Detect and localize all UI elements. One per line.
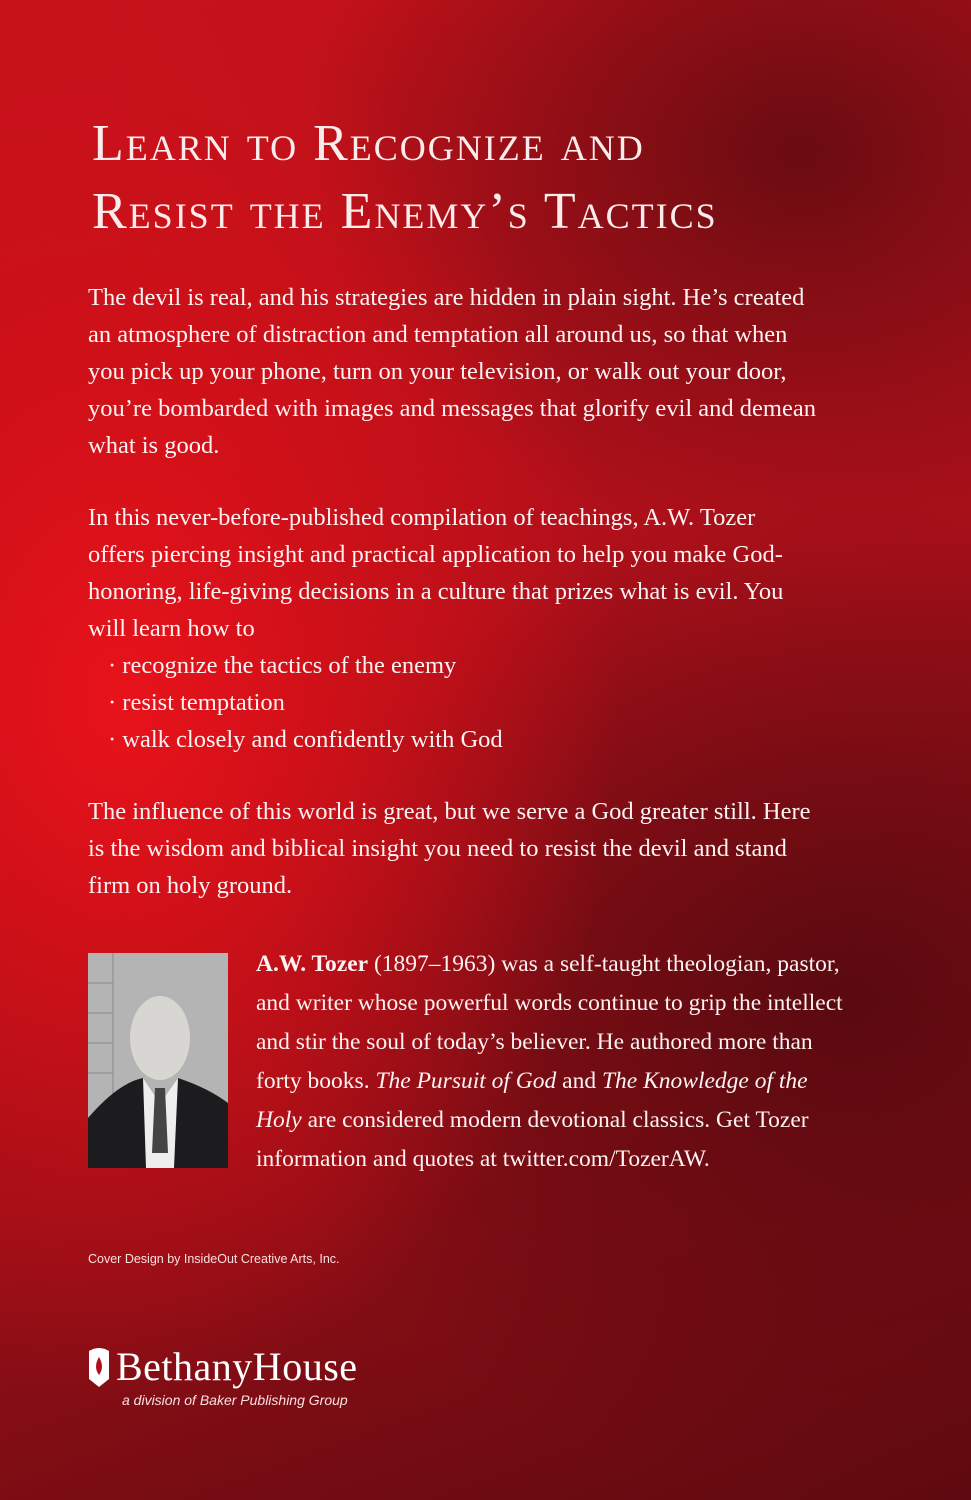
headline-line: Resist the Enemy’s Tactics — [92, 183, 718, 240]
bio-text: forty books. — [256, 1068, 376, 1094]
text-line: offers piercing insight and practical application to help you make God- — [88, 541, 783, 568]
author-portrait-icon — [88, 953, 228, 1168]
paragraph-intro — [88, 279, 816, 464]
author-photo — [88, 953, 228, 1168]
headline-line: Learn to Recognize and — [92, 115, 645, 172]
text-line: · resist temptation — [108, 689, 285, 716]
text-line: an atmosphere of distraction and temptation all around us, so that when — [88, 321, 788, 348]
text-line: will learn how to — [88, 615, 255, 642]
book-title: The Knowledge of the — [601, 1068, 808, 1094]
text-line: is the wisdom and biblical insight you need to resist the devil and stand — [88, 835, 787, 862]
bethany-house-flame-icon — [88, 1345, 110, 1387]
text-line: In this never-before-published compilation of teachings, A.W. Tozer — [88, 504, 756, 531]
text-line: The devil is real, and his strategies are hidden in plain sight. He’s created — [88, 284, 805, 311]
bio-text: and — [556, 1068, 602, 1094]
bio-text: and stir the soul of today’s believer. He authored more than — [256, 1029, 813, 1055]
publisher-name: BethanyHouse — [116, 1344, 358, 1389]
paragraph-conclusion — [88, 793, 811, 904]
text-line: you pick up your phone, turn on your television, or walk out your door, — [88, 358, 787, 385]
book-title: Holy — [256, 1107, 302, 1133]
headline — [92, 110, 718, 246]
text-line: The influence of this world is great, but we serve a God greater still. Here — [88, 798, 811, 825]
author-bio — [256, 945, 843, 1179]
publisher-tagline: a division of Baker Publishing Group — [122, 1392, 348, 1408]
bio-text: and writer whose powerful words continue to grip the intellect — [256, 990, 843, 1016]
bio-text: information and quotes at twitter.com/TozerAW. — [256, 1146, 710, 1172]
bio-line — [256, 945, 843, 984]
book-title: The Pursuit of God — [375, 1068, 557, 1094]
bio-text: (1897–1963) was a self-taught theologian, pastor, — [368, 951, 840, 977]
paragraph-compilation — [88, 499, 783, 758]
text-line: honoring, life-giving decisions in a culture that prizes what is evil. You — [88, 578, 784, 605]
text-line: · recognize the tactics of the enemy — [108, 652, 457, 679]
text-line: what is good. — [88, 432, 220, 459]
bio-text: are considered modern devotional classics. Get Tozer — [301, 1107, 809, 1133]
bio-line — [256, 1023, 843, 1062]
text-line: you’re bombarded with images and messages that glorify evil and demean — [88, 395, 816, 422]
text-line: · walk closely and confidently with God — [108, 726, 503, 753]
publisher-logo — [88, 1345, 358, 1387]
bio-line — [256, 1140, 843, 1179]
bio-line — [256, 1101, 843, 1140]
cover-design-credit: Cover Design by InsideOut Creative Arts, Inc. — [88, 1252, 340, 1266]
text-line: firm on holy ground. — [88, 872, 293, 899]
author-name: A.W. Tozer — [256, 951, 369, 977]
bio-line — [256, 984, 843, 1023]
bio-line — [256, 1062, 843, 1101]
